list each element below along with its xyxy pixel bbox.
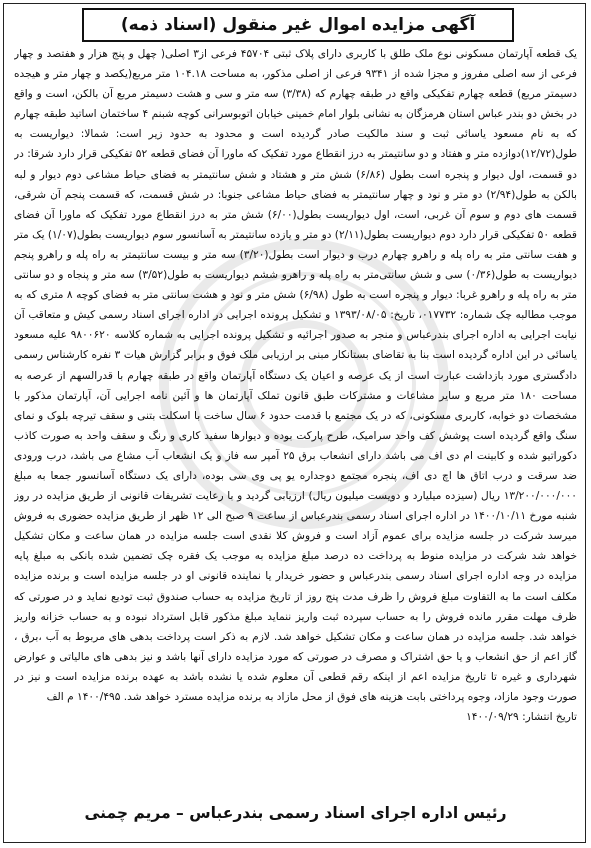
notice-frame <box>3 3 586 843</box>
notice-body: یک قطعه آپارتمان مسکونی نوع ملک طلق با کاربری دارای پلاک ثبتی ۴۵۷۰۴ فرعی از۳ اصلی( چهل و پنج هزار و هفتصد و چهار فرعی از سه اصلی مفروز و مجزا شده از ۹۳۴۱ فرعی از اصلی مذکور، به مساحت ۱۰۴.۱۸ متر مربع(یکصد و چهار متر و هیجده دسیمتر مربع) قطعه چهارم تفکیکی واقع در طبقه چهارم که (۳/۳۸) سه متر و سی و هشت دسیمتر مربع آن بالکن، است و واقع در بخش دو بندر عباس استان هرمزگان به نشانی بلوار امام خمینی خیابان اتوبوسرانی کوچه شبنم ۴ ساختمان اساتید طبقه چهارم که به نام مسعود یاسائی ثبت و سند مالکیت صادر گردیده است و محدود به حدود زیر است: شمالا: دیواریست به طول(۱۲/۷۲)دوازده متر و هفتاد و دو سانتیمتر به درز انقطاع مورد تفکیک که ماورا آن فضای قطعه ۵۲ تفکیکی قرار دارد شرقا: در دو قسمت، اول دیوار و پنجره است بطول (۶/۸۶) شش متر و هشتاد و شش سانتیمتر به فضای حیاط مشاعی دوم دیوار و لبه بالکن به طول(۲/۹۴) دو متر و نود و چهار سانتیمتر به فضای حیاط مشاعی جنوبا: در شش قسمت، که قسمت پنجم آن شرقی، قسمت های دوم و سوم آن غربی، است، اول دیواریست بطول(۶/۰۰) شش متر به درز انقطاع مورد تفکیک که ماورا آن فضای قطعه ۵۰ تفکیکی قرار دارد دوم دیواریست بطول(۲/۱۱) دو متر و یازده سانتیمتر به آسانسور سوم دیواریست بطول(۱/۰۷) یک متر و هفت سانتی متر به راه پله و راهرو چهارم درب و دیوار است بطول(۳/۲۰) سه متر و بیست سانتیمتر به راه پله و راهرو پنجم دیواریست به طول(۰/۳۶) سی و شش سانتی‌متر به راه پله و راهرو ششم دیواریست به طول(۳/۵۲) سه متر و پنجاه و دو سانتی متر به راه پله و راهرو غربا: دیوار و پنجره است به طول (۶/۹۸) شش متر و نود و هشت سانتی متر به فضای کوچه ۸ متری که به موجب مطالبه چک شماره: ۰۱۷۷۳۲، تاریخ: ۱۳۹۳/۰۸/۰۵ و تشکیل پرونده اجرایی در اداره اجرای اسناد رسمی کیش و متعاقب آن نیابت اجرایی به اداره اجرای بندرعباس و منجر به صدور اجرائیه و تشکیل پرونده اجرایی به شماره کلاسه ۹۸۰۰۶۲۰ علیه مسعود یاسائی در این اداره گردیده است بنا به تقاضای بستانکار مبنی بر ارزیابی ملک فوق و برابر گزارش هیات ۳ نفره کارشناس رسمی دادگستری مورد بازداشت عبارت است از یک عرصه و اعیان یک دستگاه آپارتمان واقع در طبقه چهارم با قدرالسهم از عرصه به مساحت ۱۸۰ متر مربع و سایر مشاعات و مشترکات طبق قانون تملک آپارتمان ها و آئین نامه اجرایی آن، آپارتمان مذکور با مشخصات دو خوابه، کاربری مسکونی، که در یک مجتمع با قدمت حدود ۶ سال ساخت با اسکلت بتنی و سقف تیرچه بلوک و نمای سنگ واقع گردیده است پوشش کف واحد سرامیک، طرح پارکت بوده و دیوارها سفید کاری و رنگ و سقف واحد به صورت کاذب دکوراتیو شده و کابینت ام دی اف می باشد دارای انشعاب برق ۲۵ آمپر سه فاز و یک انشعاب آب مشاع می باشد، درب ورودی ضد سرقت و درب اتاق ها اچ دی اف، پنجره مجتمع دوجداره یو پی وی سی بوده، دارای یک دستگاه آسانسور جمعا به مبلغ ۱۳/۲۰۰/۰۰۰/۰۰۰ ریال (سیزده میلیارد و دویست میلیون ریال) ارزیابی گردید و با رعایت تشریفات قانونی از طریق مزایده در روز شنبه مورخ ۱۴۰۰/۱۰/۱۱ در اداره اجرای اسناد رسمی بندرعباس از ساعت ۹ صبح الی ۱۲ ظهر از طریق مزایده حضوری به فروش میرسد شرکت در جلسه مزایده برای عموم آزاد است و فروش کلا نقدی است جلسه مزایده در همان ساعت و مکان تشکیل خواهد شد شرکت در مزایده منوط به پرداخت ده درصد مبلغ مزایده به موجب یک فقره چک تضمین شده بانکی به مبلغ پایه مزایده در وجه اداره اجرای اسناد رسمی بندرعباس و حضور خریدار یا نماینده قانونی او در جلسه مزایده است و برنده مزایده مکلف است ما به التفاوت مبلغ فروش را ظرف مدت پنج روز از تاریخ مزایده به حساب صندوق ثبت تودیع نماید و در صورتی که ظرف مهلت مقرر مانده فروش را به حساب سپرده ثبت واریز ننماید مبلغ مذکور قابل استرداد نبوده و به حساب خزانه واریز خواهد شد. جلسه مزایده در همان ساعت و مکان تشکیل خواهد شد. لازم به ذکر است پرداخت بدهی های مربوط به آب ،برق ، گاز اعم از حق انشعاب و یا حق اشتراک و مصرف در صورتی که مورد مزایده دارای آنها باشد و نیز بدهی های مالیاتی و عوارض شهرداری و غیره تا تاریخ مزایده اعم از اینکه رقم قطعی آن معلوم شده یا نشده باشد به عهده برنده مزایده است و نیز در صورت وجود مازاد، وجوه پرداختی بابت هزینه های فوق از محل مازاد به برنده مزایده مسترد خواهد شد. ۱۴۰۰/۴۹۵ م الف <box>14 48 577 703</box>
signature-line: رئیس اداره اجرای اسناد رسمی بندرعباس – مریم چمنی <box>84 804 507 822</box>
title-box <box>82 8 514 42</box>
notice-title: آگهی مزایده اموال غیر منقول (اسناد ذمه) <box>120 15 476 35</box>
publish-date: تاریخ انتشار: ۱۴۰۰/۰۹/۲۹ <box>466 711 577 724</box>
notice-body-block <box>14 44 577 796</box>
